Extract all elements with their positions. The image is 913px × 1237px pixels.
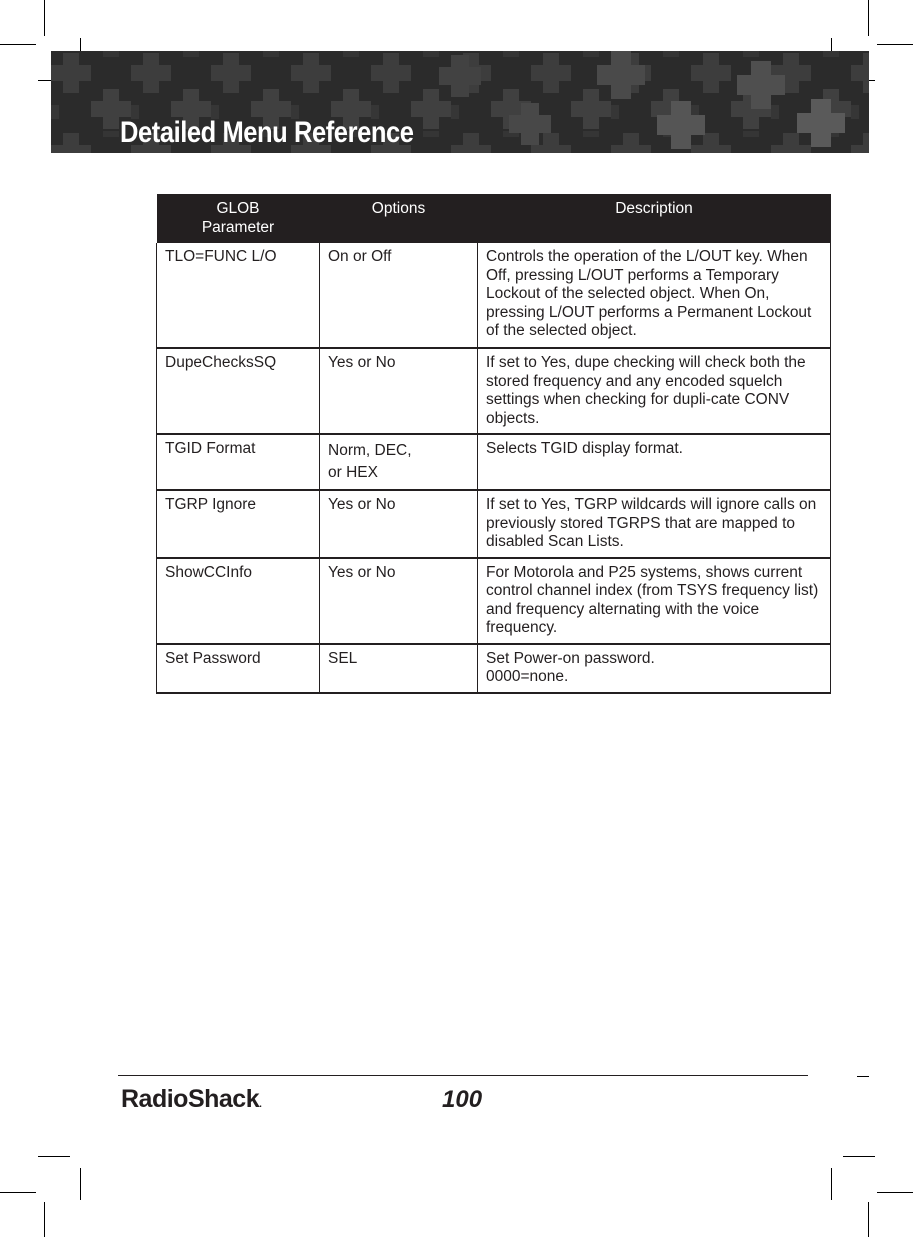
crop-mark (877, 1192, 913, 1193)
crop-mark (843, 1156, 875, 1157)
table-row (157, 558, 831, 644)
crop-mark (38, 1156, 70, 1157)
cell-parameter: Set Password (157, 644, 320, 693)
table-row (157, 490, 831, 558)
cell-description: If set to Yes, dupe checking will check both the stored frequency and any encoded squelch settings when checking for dupli-cate CONV objects. (478, 348, 831, 434)
cell-parameter: ShowCCInfo (157, 558, 320, 644)
table-row (157, 434, 831, 490)
brand-mark: . (259, 1099, 262, 1110)
crop-mark (44, 1202, 45, 1237)
cell-parameter: TLO=FUNC L/O (157, 243, 320, 348)
crop-mark (868, 1202, 869, 1237)
cell-options: Norm, DEC, or HEX (320, 434, 478, 490)
cell-description: For Motorola and P25 systems, shows current control channel index (from TSYS frequency list) and frequency alternating with the voice frequency. (478, 558, 831, 644)
header-banner (51, 51, 869, 153)
cell-description: Controls the operation of the L/OUT key. When Off, pressing L/OUT performs a Temporary Lockout of the selected object. When On, pressing L/OUT performs a Permanent Lockout of the selected object. (478, 243, 831, 348)
column-header-options (320, 194, 478, 243)
table-header-row (157, 194, 831, 243)
crop-mark (44, 0, 45, 36)
crop-mark (877, 44, 913, 45)
cell-options: Yes or No (320, 558, 478, 644)
crop-mark (0, 44, 36, 45)
cell-parameter: DupeChecksSQ (157, 348, 320, 434)
page-number: 100 (442, 1086, 483, 1113)
cell-description: Selects TGID display format. (478, 434, 831, 490)
table-row (157, 644, 831, 693)
cell-description: Set Power-on password. 0000=none. (478, 644, 831, 693)
cell-parameter: TGID Format (157, 434, 320, 490)
cell-options: Yes or No (320, 348, 478, 434)
cell-parameter: TGRP Ignore (157, 490, 320, 558)
footer-divider (118, 1075, 808, 1076)
crop-mark (0, 1192, 36, 1193)
column-header-label: GLOB Parameter (201, 200, 275, 236)
cell-description: If set to Yes, TGRP wildcards will ignore calls on previously stored TGRPS that are mapped to disabled Scan Lists. (478, 490, 831, 558)
brand-logo (121, 1085, 261, 1114)
column-header-parameter (157, 194, 320, 243)
crop-mark (868, 0, 869, 36)
column-header-description (478, 194, 831, 243)
page-title: Detailed Menu Reference (120, 116, 414, 149)
crop-mark (80, 1168, 81, 1200)
column-header-label: Description (615, 200, 693, 217)
cell-options: Yes or No (320, 490, 478, 558)
menu-reference-table (156, 194, 831, 694)
brand-name: RadioShack (121, 1085, 260, 1113)
cell-options: On or Off (320, 243, 478, 348)
crop-mark (831, 1168, 832, 1200)
crop-mark (857, 1076, 869, 1077)
cell-options: SEL (320, 644, 478, 693)
column-header-label: Options (371, 200, 426, 217)
table-row (157, 348, 831, 434)
table-row (157, 243, 831, 348)
